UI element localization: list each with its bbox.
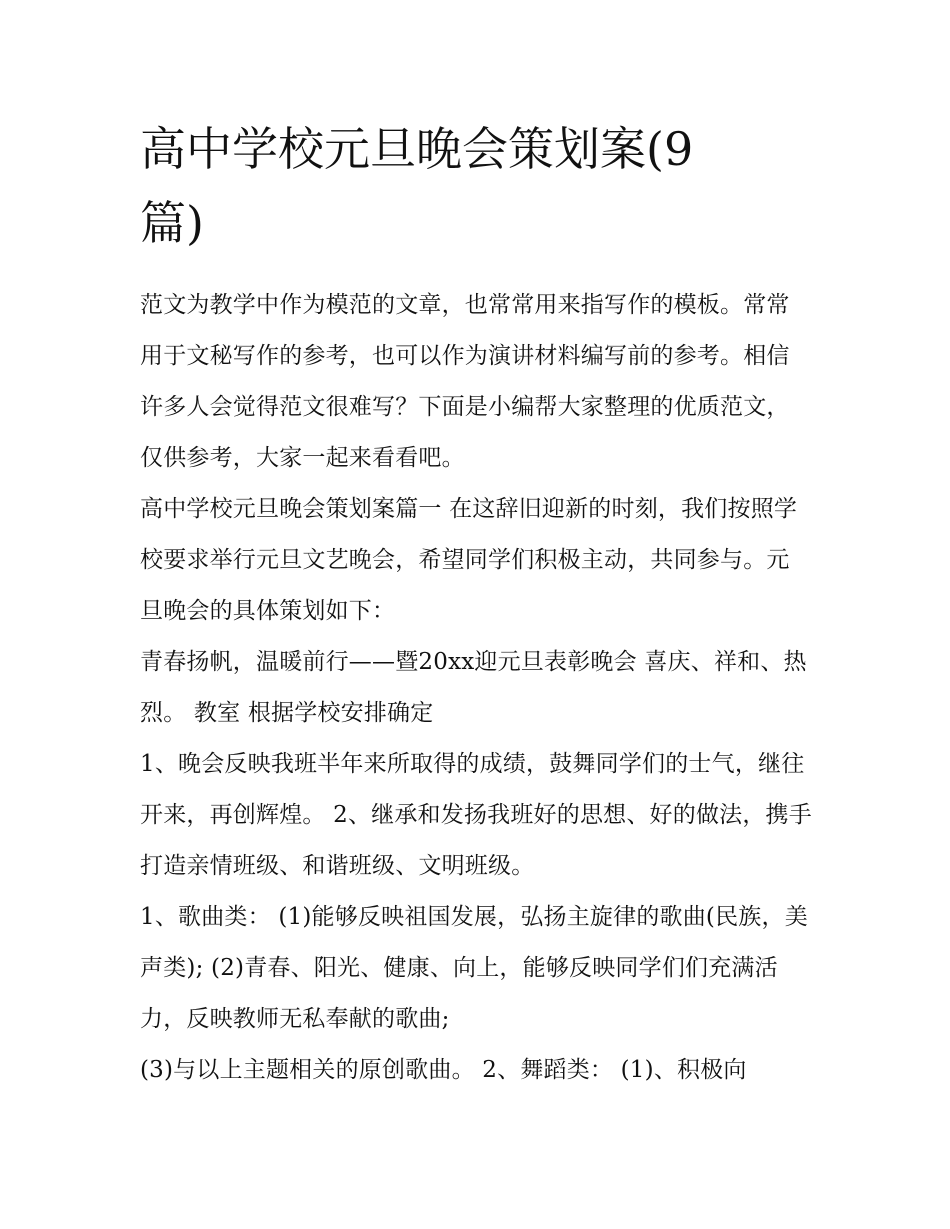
paragraph-plan-one: 高中学校元旦晚会策划案篇一 在这辞旧迎新的时刻，我们按照学校要求举行元旦文艺晚会，希望同学们积极主动，共同参与。元旦晚会的具体策划如下： xyxy=(140,496,798,624)
document-title: 高中学校元旦晚会策划案(9篇) xyxy=(140,122,694,250)
document-body xyxy=(140,112,820,1096)
paragraph-intro: 范文为教学中作为模范的文章，也常常用来指写作的模板。常常用于文秘写作的参考，也可以作为演讲材料编写前的参考。相信许多人会觉得范文很难写？下面是小编帮大家整理的优质范文，仅供参考，大家一起来看看吧。 xyxy=(140,292,790,471)
paragraph-songs: 1、歌曲类： (1)能够反映祖国发展，弘扬主旋律的歌曲(民族，美声类); (2)青春、阳光、健康、向上，能够反映同学们们充满活力，反映教师无私奉献的歌曲; xyxy=(140,904,808,1032)
paragraph-purpose: 1、晚会反映我班半年来所取得的成绩，鼓舞同学们的士气，继往开来，再创辉煌。 2、继承和发扬我班好的思想、好的做法，携手打造亲情班级、和谐班级、文明班级。 xyxy=(140,751,812,879)
paragraph-theme: 青春扬帆，温暖前行——暨20xx迎元旦表彰晚会 喜庆、祥和、热烈。 教室 根据学校安排确定 xyxy=(140,649,807,726)
paragraph-dance: (3)与以上主题相关的原创歌曲。 2、舞蹈类： (1)、积极向 xyxy=(140,1057,747,1083)
